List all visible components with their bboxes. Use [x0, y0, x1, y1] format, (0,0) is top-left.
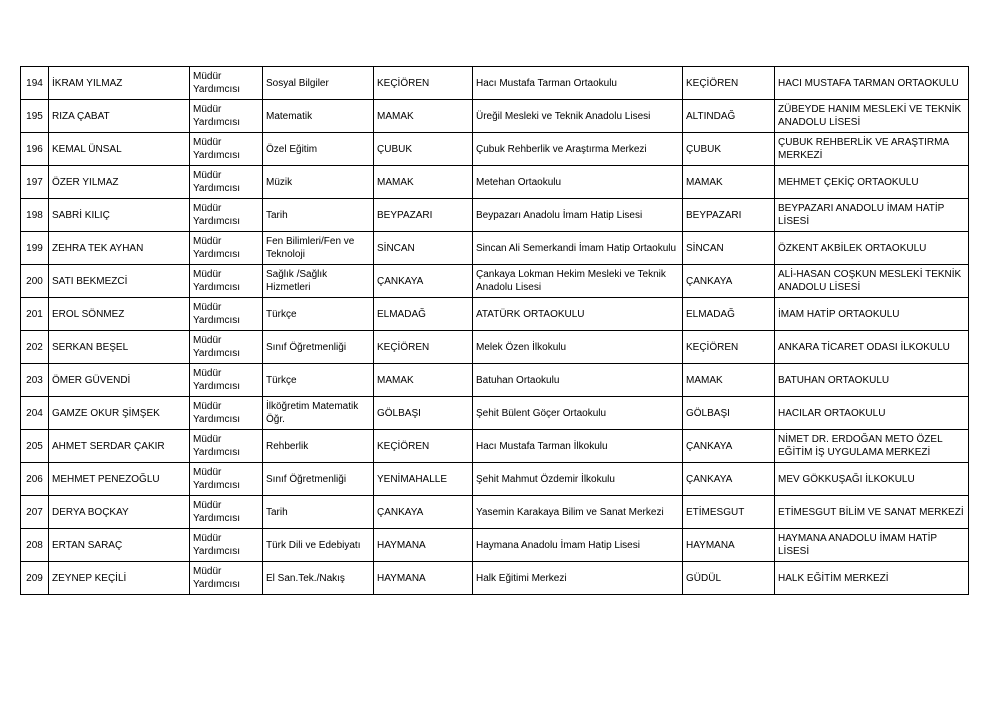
person-name-cell: ÖZER YILMAZ [49, 166, 190, 199]
current-school-cell: Metehan Ortaokulu [473, 166, 683, 199]
assigned-district-cell: MAMAK [683, 166, 775, 199]
job-title-cell: Müdür Yardımcısı [190, 430, 263, 463]
current-school-cell: Beypazarı Anadolu İmam Hatip Lisesi [473, 199, 683, 232]
table-row [21, 166, 969, 199]
row-number-cell: 197 [21, 166, 49, 199]
assigned-district-cell: ALTINDAĞ [683, 100, 775, 133]
current-school-cell: Haymana Anadolu İmam Hatip Lisesi [473, 529, 683, 562]
assigned-school-cell: ETİMESGUT BİLİM VE SANAT MERKEZİ [775, 496, 969, 529]
row-number-cell: 204 [21, 397, 49, 430]
person-name-cell: ERTAN SARAÇ [49, 529, 190, 562]
table-row [21, 265, 969, 298]
person-name-cell: RIZA ÇABAT [49, 100, 190, 133]
table-row [21, 364, 969, 397]
current-district-cell: MAMAK [374, 166, 473, 199]
person-name-cell: İKRAM YILMAZ [49, 67, 190, 100]
current-school-cell: ATATÜRK ORTAOKULU [473, 298, 683, 331]
branch-cell: Sosyal Bilgiler [263, 67, 374, 100]
table-row [21, 463, 969, 496]
person-name-cell: MEHMET PENEZOĞLU [49, 463, 190, 496]
assigned-district-cell: ÇANKAYA [683, 265, 775, 298]
table-row [21, 100, 969, 133]
branch-cell: Tarih [263, 199, 374, 232]
current-district-cell: KEÇİÖREN [374, 67, 473, 100]
assigned-school-cell: HALK EĞİTİM MERKEZİ [775, 562, 969, 595]
job-title-cell: Müdür Yardımcısı [190, 232, 263, 265]
assigned-district-cell: ÇANKAYA [683, 430, 775, 463]
person-name-cell: AHMET SERDAR ÇAKIR [49, 430, 190, 463]
current-district-cell: MAMAK [374, 364, 473, 397]
assigned-district-cell: ÇANKAYA [683, 463, 775, 496]
row-number-cell: 201 [21, 298, 49, 331]
row-number-cell: 208 [21, 529, 49, 562]
current-district-cell: BEYPAZARI [374, 199, 473, 232]
assigned-district-cell: ÇUBUK [683, 133, 775, 166]
assigned-district-cell: GÜDÜL [683, 562, 775, 595]
job-title-cell: Müdür Yardımcısı [190, 67, 263, 100]
row-number-cell: 199 [21, 232, 49, 265]
row-number-cell: 207 [21, 496, 49, 529]
table-body [21, 67, 969, 595]
job-title-cell: Müdür Yardımcısı [190, 529, 263, 562]
row-number-cell: 194 [21, 67, 49, 100]
branch-cell: Türk Dili ve Edebiyatı [263, 529, 374, 562]
current-school-cell: Melek Özen İlkokulu [473, 331, 683, 364]
job-title-cell: Müdür Yardımcısı [190, 562, 263, 595]
branch-cell: Rehberlik [263, 430, 374, 463]
assigned-school-cell: BEYPAZARI ANADOLU İMAM HATİP LİSESİ [775, 199, 969, 232]
assignment-table [20, 66, 969, 595]
current-school-cell: Üreğil Mesleki ve Teknik Anadolu Lisesi [473, 100, 683, 133]
job-title-cell: Müdür Yardımcısı [190, 496, 263, 529]
assigned-school-cell: ANKARA TİCARET ODASI İLKOKULU [775, 331, 969, 364]
row-number-cell: 205 [21, 430, 49, 463]
row-number-cell: 203 [21, 364, 49, 397]
person-name-cell: ZEYNEP KEÇİLİ [49, 562, 190, 595]
row-number-cell: 200 [21, 265, 49, 298]
assigned-district-cell: ETİMESGUT [683, 496, 775, 529]
branch-cell: Türkçe [263, 364, 374, 397]
branch-cell: Özel Eğitim [263, 133, 374, 166]
person-name-cell: DERYA BOÇKAY [49, 496, 190, 529]
current-district-cell: YENİMAHALLE [374, 463, 473, 496]
assigned-district-cell: MAMAK [683, 364, 775, 397]
current-school-cell: Hacı Mustafa Tarman İlkokulu [473, 430, 683, 463]
job-title-cell: Müdür Yardımcısı [190, 166, 263, 199]
job-title-cell: Müdür Yardımcısı [190, 133, 263, 166]
person-name-cell: SABRİ KILIÇ [49, 199, 190, 232]
current-school-cell: Şehit Mahmut Özdemir İlkokulu [473, 463, 683, 496]
table-row [21, 67, 969, 100]
row-number-cell: 195 [21, 100, 49, 133]
current-school-cell: Hacı Mustafa Tarman Ortaokulu [473, 67, 683, 100]
row-number-cell: 202 [21, 331, 49, 364]
current-district-cell: KEÇİÖREN [374, 331, 473, 364]
assigned-school-cell: HACILAR ORTAOKULU [775, 397, 969, 430]
table-row [21, 133, 969, 166]
current-district-cell: HAYMANA [374, 562, 473, 595]
current-school-cell: Yasemin Karakaya Bilim ve Sanat Merkezi [473, 496, 683, 529]
current-school-cell: Batuhan Ortaokulu [473, 364, 683, 397]
assigned-district-cell: BEYPAZARI [683, 199, 775, 232]
assigned-school-cell: ALİ-HASAN COŞKUN MESLEKİ TEKNİK ANADOLU LİSESİ [775, 265, 969, 298]
assigned-school-cell: HAYMANA ANADOLU İMAM HATİP LİSESİ [775, 529, 969, 562]
assigned-school-cell: ZÜBEYDE HANIM MESLEKİ VE TEKNİK ANADOLU LİSESİ [775, 100, 969, 133]
person-name-cell: EROL SÖNMEZ [49, 298, 190, 331]
job-title-cell: Müdür Yardımcısı [190, 397, 263, 430]
branch-cell: Matematik [263, 100, 374, 133]
row-number-cell: 196 [21, 133, 49, 166]
table-row [21, 496, 969, 529]
current-district-cell: ELMADAĞ [374, 298, 473, 331]
job-title-cell: Müdür Yardımcısı [190, 331, 263, 364]
table-row [21, 562, 969, 595]
person-name-cell: ZEHRA TEK AYHAN [49, 232, 190, 265]
job-title-cell: Müdür Yardımcısı [190, 100, 263, 133]
job-title-cell: Müdür Yardımcısı [190, 265, 263, 298]
assigned-district-cell: KEÇİÖREN [683, 67, 775, 100]
assigned-school-cell: NİMET DR. ERDOĞAN METO ÖZEL EĞİTİM İŞ UYGULAMA MERKEZİ [775, 430, 969, 463]
branch-cell: Tarih [263, 496, 374, 529]
current-district-cell: GÖLBAŞI [374, 397, 473, 430]
job-title-cell: Müdür Yardımcısı [190, 463, 263, 496]
current-school-cell: Şehit Bülent Göçer Ortaokulu [473, 397, 683, 430]
assigned-district-cell: ELMADAĞ [683, 298, 775, 331]
current-district-cell: KEÇİÖREN [374, 430, 473, 463]
assigned-school-cell: BATUHAN ORTAOKULU [775, 364, 969, 397]
current-school-cell: Çankaya Lokman Hekim Mesleki ve Teknik Anadolu Lisesi [473, 265, 683, 298]
table-row [21, 397, 969, 430]
person-name-cell: ÖMER GÜVENDİ [49, 364, 190, 397]
person-name-cell: SERKAN BEŞEL [49, 331, 190, 364]
table-row [21, 430, 969, 463]
current-district-cell: MAMAK [374, 100, 473, 133]
person-name-cell: SATI BEKMEZCİ [49, 265, 190, 298]
branch-cell: El San.Tek./Nakış [263, 562, 374, 595]
assigned-school-cell: ÇUBUK REHBERLİK VE ARAŞTIRMA MERKEZİ [775, 133, 969, 166]
row-number-cell: 209 [21, 562, 49, 595]
branch-cell: Müzik [263, 166, 374, 199]
current-district-cell: ÇANKAYA [374, 265, 473, 298]
current-school-cell: Halk Eğitimi Merkezi [473, 562, 683, 595]
person-name-cell: KEMAL ÜNSAL [49, 133, 190, 166]
current-district-cell: ÇUBUK [374, 133, 473, 166]
table-row [21, 199, 969, 232]
current-district-cell: SİNCAN [374, 232, 473, 265]
current-district-cell: ÇANKAYA [374, 496, 473, 529]
document-page [20, 66, 969, 595]
assigned-district-cell: KEÇİÖREN [683, 331, 775, 364]
row-number-cell: 198 [21, 199, 49, 232]
current-district-cell: HAYMANA [374, 529, 473, 562]
assigned-school-cell: MEV GÖKKUŞAĞI İLKOKULU [775, 463, 969, 496]
table-row [21, 529, 969, 562]
branch-cell: İlköğretim Matematik Öğr. [263, 397, 374, 430]
branch-cell: Fen Bilimleri/Fen ve Teknoloji [263, 232, 374, 265]
current-school-cell: Çubuk Rehberlik ve Araştırma Merkezi [473, 133, 683, 166]
table-row [21, 232, 969, 265]
branch-cell: Sağlık /Sağlık Hizmetleri [263, 265, 374, 298]
assigned-school-cell: HACI MUSTAFA TARMAN ORTAOKULU [775, 67, 969, 100]
person-name-cell: GAMZE OKUR ŞİMŞEK [49, 397, 190, 430]
assigned-district-cell: SİNCAN [683, 232, 775, 265]
job-title-cell: Müdür Yardımcısı [190, 298, 263, 331]
current-school-cell: Sincan Ali Semerkandi İmam Hatip Ortaokulu [473, 232, 683, 265]
assigned-school-cell: ÖZKENT AKBİLEK ORTAOKULU [775, 232, 969, 265]
assigned-school-cell: İMAM HATİP ORTAOKULU [775, 298, 969, 331]
branch-cell: Sınıf Öğretmenliği [263, 331, 374, 364]
branch-cell: Sınıf Öğretmenliği [263, 463, 374, 496]
table-row [21, 298, 969, 331]
branch-cell: Türkçe [263, 298, 374, 331]
assigned-school-cell: MEHMET ÇEKİÇ ORTAOKULU [775, 166, 969, 199]
assigned-district-cell: HAYMANA [683, 529, 775, 562]
job-title-cell: Müdür Yardımcısı [190, 199, 263, 232]
table-row [21, 331, 969, 364]
job-title-cell: Müdür Yardımcısı [190, 364, 263, 397]
assigned-district-cell: GÖLBAŞI [683, 397, 775, 430]
row-number-cell: 206 [21, 463, 49, 496]
